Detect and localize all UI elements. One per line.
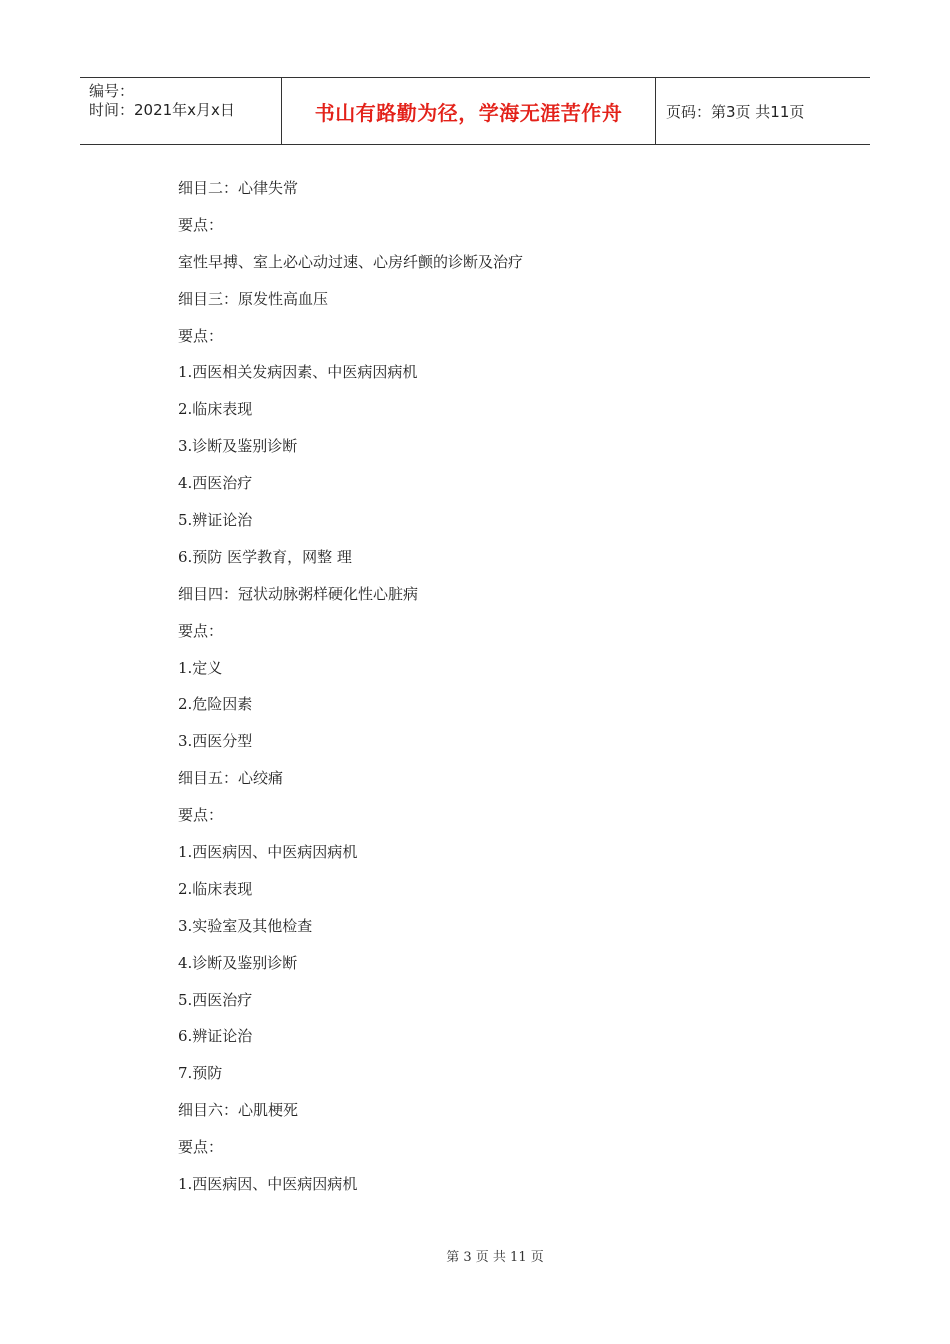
page-footer: 第 3 页 共 11 页 <box>446 1250 544 1265</box>
body-line: 细目四：冠状动脉粥样硬化性心脏病 <box>178 584 419 603</box>
header-meta-cell <box>80 78 280 144</box>
body-line: 4.诊断及鉴别诊断 <box>178 953 298 972</box>
body-line: 要点： <box>178 326 224 345</box>
body-line: 2.临床表现 <box>178 400 253 419</box>
header-page-code: 页码：第3页 共11页 <box>666 102 805 121</box>
body-line: 6.辨证论治 <box>178 1027 253 1046</box>
body-line: 室性早搏、室上必心动过速、心房纤颤的诊断及治疗 <box>178 252 524 271</box>
body-line: 1.西医病因、中医病因病机 <box>178 1175 358 1194</box>
document-number-label: 编号： <box>89 82 135 100</box>
body-line: 要点： <box>178 621 224 640</box>
header-motto: 书山有路勤为径，学海无涯苦作舟 <box>314 100 623 125</box>
body-line: 细目六：心肌梗死 <box>178 1101 299 1120</box>
body-line: 7.预防 <box>178 1064 223 1083</box>
body-line: 要点： <box>178 215 224 234</box>
body-line: 3.诊断及鉴别诊断 <box>178 437 298 456</box>
body-line: 细目三：原发性高血压 <box>178 289 329 308</box>
document-header <box>80 77 870 145</box>
body-line: 5.辨证论治 <box>178 511 253 530</box>
body-line: 细目五：心绞痛 <box>178 769 284 788</box>
header-page-cell <box>656 78 870 144</box>
body-line: 细目二：心律失常 <box>178 179 299 197</box>
body-line: 要点： <box>178 1138 224 1157</box>
body-line: 1.西医病因、中医病因病机 <box>178 843 358 862</box>
body-line: 5.西医治疗 <box>178 990 253 1009</box>
body-line: 3.西医分型 <box>178 732 253 751</box>
document-time-label: 时间：2021年x月x日 <box>89 101 235 119</box>
header-motto-cell <box>281 78 656 144</box>
body-line: 3.实验室及其他检查 <box>178 916 313 935</box>
body-line: 4.西医治疗 <box>178 474 253 493</box>
body-line: 要点： <box>178 806 224 825</box>
body-line: 1.定义 <box>178 658 223 677</box>
body-line: 6.预防 医学教育，网整 理 <box>178 547 352 566</box>
body-line: 1.西医相关发病因素、中医病因病机 <box>178 363 418 382</box>
body-line: 2.临床表现 <box>178 879 253 898</box>
body-line: 2.危险因素 <box>178 695 253 714</box>
document-body <box>178 176 798 1209</box>
